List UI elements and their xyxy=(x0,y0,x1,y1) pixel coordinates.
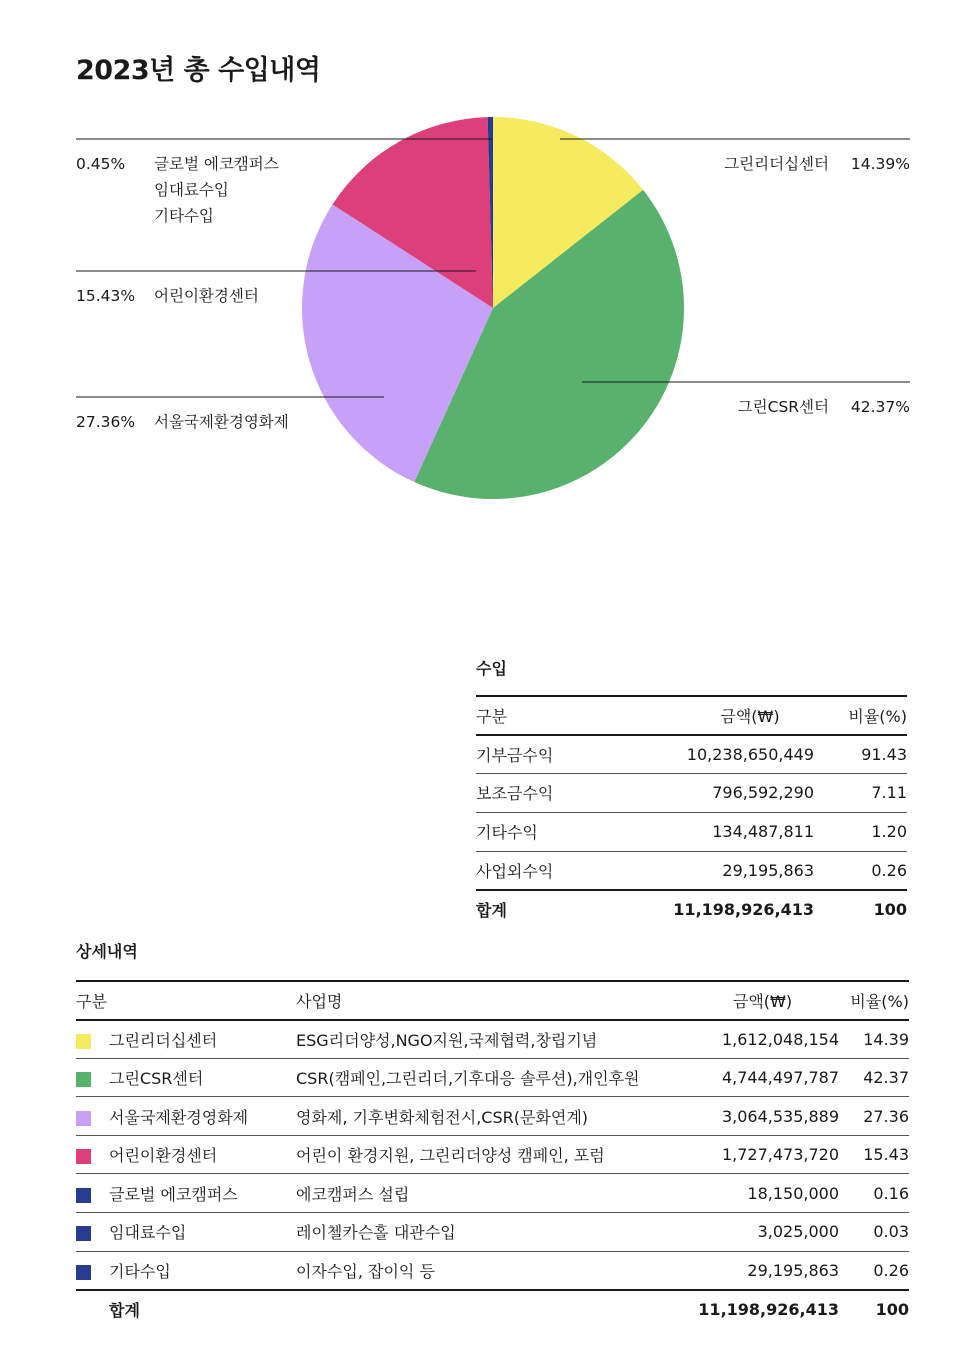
legend-swatch xyxy=(76,1149,91,1164)
income-category: 보조금수익 xyxy=(476,784,554,804)
detail-ratio: 27.36 xyxy=(863,1106,909,1126)
detail-category-label: 그린CSR센터 xyxy=(109,1068,204,1088)
table-row xyxy=(76,1213,909,1252)
table-row xyxy=(76,1020,909,1059)
income-header-amount: 금액(₩) xyxy=(720,706,780,726)
detail-table xyxy=(76,980,909,1328)
detail-amount: 1,612,048,154 xyxy=(721,1029,839,1049)
income-amount: 10,238,650,449 xyxy=(686,744,814,764)
detail-category-label: 어린이환경센터 xyxy=(109,1146,218,1166)
slice-percent-label: 0.45% xyxy=(76,155,126,173)
table-row xyxy=(476,774,907,813)
table-row xyxy=(76,1097,909,1136)
detail-header-category: 구분 xyxy=(76,991,107,1011)
slice-name-line: 글로벌 에코캠퍼스 xyxy=(154,155,279,173)
detail-category xyxy=(76,1097,296,1136)
detail-total-blank xyxy=(296,1290,686,1329)
detail-amount: 29,195,863 xyxy=(747,1260,839,1280)
detail-category-label: 기타수입 xyxy=(109,1261,171,1281)
legend-swatch xyxy=(76,1111,91,1126)
detail-amount: 18,150,000 xyxy=(747,1183,839,1203)
detail-amount: 3,025,000 xyxy=(757,1222,839,1242)
detail-project: CSR(캠페인,그린리더,기후대응 솔루션),개인후원 xyxy=(296,1068,640,1088)
income-total-amount: 11,198,926,413 xyxy=(673,900,814,920)
detail-amount: 1,727,473,720 xyxy=(721,1145,839,1165)
detail-project: 이자수입, 잡이익 등 xyxy=(296,1261,435,1281)
detail-ratio: 15.43 xyxy=(863,1145,909,1165)
detail-section-title: 상세내역 xyxy=(76,942,138,961)
detail-header-amount: 금액(₩) xyxy=(732,991,793,1011)
income-amount: 29,195,863 xyxy=(722,860,814,880)
table-row xyxy=(76,1058,909,1097)
detail-category-label: 그린리더십센터 xyxy=(109,1030,218,1050)
table-row xyxy=(476,851,907,890)
income-section-title: 수입 xyxy=(476,659,507,678)
income-amount: 134,487,811 xyxy=(712,822,814,842)
income-category: 사업외수익 xyxy=(476,861,554,881)
detail-category-label: 임대료수입 xyxy=(109,1223,187,1243)
legend-swatch xyxy=(76,1188,91,1203)
income-ratio: 91.43 xyxy=(861,744,907,764)
income-amount: 796,592,290 xyxy=(712,783,814,803)
income-category: 기부금수익 xyxy=(476,745,554,765)
slice-percent-label: 27.36% xyxy=(76,413,136,431)
detail-total-row xyxy=(76,1290,909,1329)
income-category: 기타수익 xyxy=(476,823,538,843)
slice-name-label: 어린이환경센터 xyxy=(154,287,259,305)
slice-name-label: 서울국제환경영화제 xyxy=(154,413,289,431)
detail-ratio: 0.26 xyxy=(873,1260,909,1280)
legend-swatch xyxy=(76,1226,91,1241)
slice-name-label: 그린CSR센터 xyxy=(737,398,829,416)
detail-ratio: 42.37 xyxy=(863,1067,909,1087)
detail-project: 영화제, 기후변화체험전시,CSR(문화연계) xyxy=(296,1107,589,1127)
detail-header-project: 사업명 xyxy=(296,991,343,1011)
table-row xyxy=(76,1251,909,1290)
slice-name-label: 그린리더십센터 xyxy=(724,155,829,173)
detail-amount: 3,064,535,889 xyxy=(721,1106,839,1126)
detail-total-ratio: 100 xyxy=(875,1300,909,1320)
detail-category xyxy=(76,1251,296,1290)
income-total-ratio: 100 xyxy=(873,900,907,920)
income-header-row xyxy=(476,696,907,735)
legend-swatch xyxy=(76,1265,91,1280)
income-table xyxy=(476,695,907,929)
detail-category xyxy=(76,1174,296,1213)
detail-category xyxy=(76,1020,296,1059)
income-header-category: 구분 xyxy=(476,706,507,726)
detail-category xyxy=(76,1058,296,1097)
slice-percent-label: 42.37% xyxy=(850,398,910,416)
table-row xyxy=(76,1174,909,1213)
income-total-label: 합계 xyxy=(476,901,507,921)
detail-category-label: 글로벌 에코캠퍼스 xyxy=(109,1184,238,1204)
detail-amount: 4,744,497,787 xyxy=(721,1067,839,1087)
detail-project: 레이첼카슨홀 대관수입 xyxy=(296,1223,456,1243)
slice-name-line: 임대료수입 xyxy=(154,181,229,199)
detail-total-label: 합계 xyxy=(109,1301,140,1321)
table-row xyxy=(476,735,907,774)
pie-chart xyxy=(0,100,970,520)
detail-ratio: 14.39 xyxy=(863,1029,909,1049)
detail-ratio: 0.03 xyxy=(873,1222,909,1242)
detail-category-label: 서울국제환경영화제 xyxy=(109,1107,249,1127)
detail-project: ESG리더양성,NGO지원,국제협력,창립기념 xyxy=(296,1030,598,1050)
slice-percent-label: 14.39% xyxy=(850,155,910,173)
table-row xyxy=(76,1135,909,1174)
income-ratio: 0.26 xyxy=(871,860,907,880)
legend-swatch xyxy=(76,1072,91,1087)
slice-name-label xyxy=(154,154,279,225)
detail-header-row xyxy=(76,981,909,1020)
detail-category xyxy=(76,1213,296,1252)
detail-category xyxy=(76,1135,296,1174)
detail-total-amount: 11,198,926,413 xyxy=(698,1300,839,1320)
detail-project: 어린이 환경지원, 그린리더양성 캠페인, 포럼 xyxy=(296,1146,605,1166)
income-ratio: 1.20 xyxy=(871,822,907,842)
income-total-row xyxy=(476,890,907,929)
slice-name-line: 기타수입 xyxy=(154,207,214,225)
page-title: 2023년 총 수입내역 xyxy=(76,55,321,86)
income-ratio: 7.11 xyxy=(871,783,907,803)
table-row xyxy=(476,812,907,851)
slice-percent-label: 15.43% xyxy=(76,287,136,305)
income-header-ratio: 비율(%) xyxy=(848,706,907,726)
detail-header-ratio: 비율(%) xyxy=(850,991,909,1011)
detail-project: 에코캠퍼스 설립 xyxy=(296,1184,410,1204)
detail-ratio: 0.16 xyxy=(873,1183,909,1203)
legend-swatch xyxy=(76,1034,91,1049)
